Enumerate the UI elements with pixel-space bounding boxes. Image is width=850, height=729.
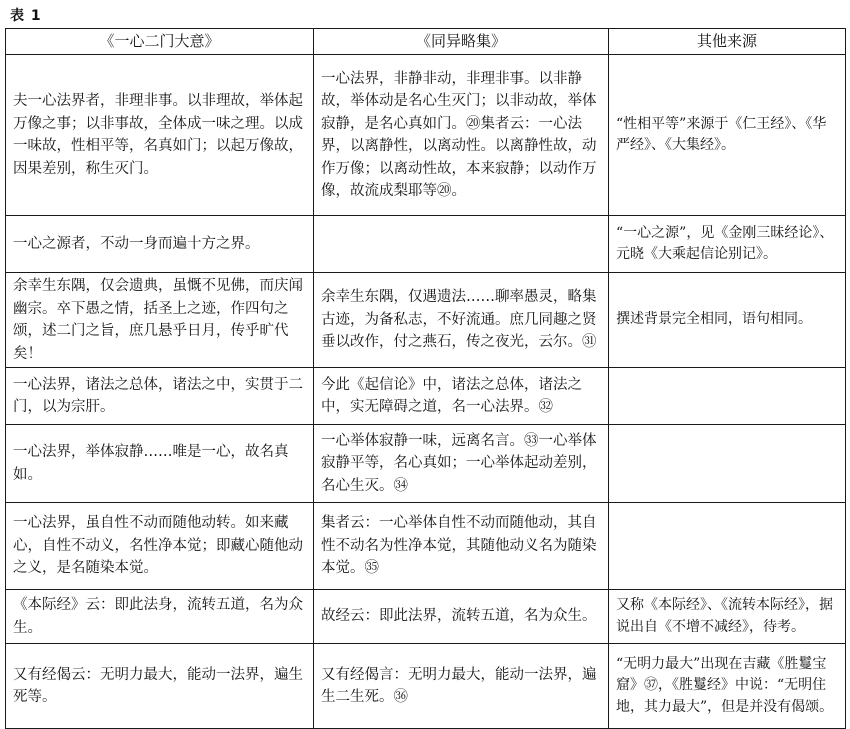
cell-tongyi-lueji: 又有经偈言：无明力最大，能动一法界，遍生二生死。㊱ [314, 644, 609, 729]
cell-tongyi-lueji [314, 216, 609, 273]
cell-yixin-ermen: 一心法界，举体寂静……唯是一心，故名真如。 [6, 425, 314, 503]
header-other-sources: 其他来源 [609, 29, 846, 55]
cell-other-sources: “无明力最大”出现在吉藏《胜鬘宝窟》㊲，《胜鬘经》中说：“无明住地，其力最大”，但是并没有偈颂。 [609, 644, 846, 729]
table-row [6, 368, 846, 425]
comparison-table [5, 28, 846, 729]
cell-tongyi-lueji: 集者云：一心举体自性不动而随他动，其自性不动名为性净本觉，其随他动义名为随染本觉。㉟ [314, 503, 609, 590]
cell-other-sources [609, 503, 846, 590]
header-tongyi-lueji: 《同异略集》 [314, 29, 609, 55]
table-row [6, 425, 846, 503]
table-caption: 表 1 [10, 8, 42, 24]
table-row [6, 644, 846, 729]
cell-other-sources: 又称《本际经》、《流转本际经》，据说出自《不增不减经》，待考。 [609, 590, 846, 644]
table-header-row [6, 29, 846, 55]
cell-other-sources: “一心之源”，见《金刚三昧经论》、元晓《大乘起信论别记》。 [609, 216, 846, 273]
table-row [6, 273, 846, 368]
cell-yixin-ermen: 又有经偈云：无明力最大，能动一法界，遍生死等。 [6, 644, 314, 729]
cell-tongyi-lueji: 故经云：即此法界，流转五道，名为众生。 [314, 590, 609, 644]
cell-yixin-ermen: 《本际经》云：即此法身，流转五道，名为众生。 [6, 590, 314, 644]
cell-tongyi-lueji: 一心法界，非静非动，非理非事。以非静故，举体动是名心生灭门；以非动故，举体寂静，是名心真如门。⑳集者云：一心法界，以离静性，以离动性。以离静性故，动作万像；以离动性故，本来寂静；以动作万像，故流成梨耶等⑳。 [314, 55, 609, 216]
table-row [6, 216, 846, 273]
cell-yixin-ermen: 夫一心法界者，非理非事。以非理故，举体起万像之事；以非事故，全体成一味之理。以成一味故，性相平等，名真如门；以起万像故，因果差别，称生灭门。 [6, 55, 314, 216]
cell-other-sources: 撰述背景完全相同，语句相同。 [609, 273, 846, 368]
cell-tongyi-lueji: 今此《起信论》中，诸法之总体，诸法之中，实无障碍之道，名一心法界。㉜ [314, 368, 609, 425]
cell-tongyi-lueji: 一心举体寂静一味，远离名言。㉝一心举体寂静平等，名心真如；一心举体起动差别，名心生灭。㉞ [314, 425, 609, 503]
cell-tongyi-lueji: 余幸生东隅，仅遇遗法……聊率愚灵，略集古迹，为备私志，不好流通。庶几同趣之贤垂以改作，付之燕石，传之夜光，云尔。㉛ [314, 273, 609, 368]
cell-yixin-ermen: 一心法界，诸法之总体，诸法之中，实贯于二门，以为宗肝。 [6, 368, 314, 425]
cell-yixin-ermen: 一心之源者，不动一身而遍十方之界。 [6, 216, 314, 273]
cell-yixin-ermen: 余幸生东隅，仅会遗典，虽慨不见佛，而庆闻幽宗。卒下愚之情，括圣上之迹，作四句之颂，述二门之旨，庶几悬乎日月，传乎旷代矣！ [6, 273, 314, 368]
cell-other-sources [609, 368, 846, 425]
cell-other-sources [609, 425, 846, 503]
header-yixin-ermen: 《一心二门大意》 [6, 29, 314, 55]
table-row [6, 503, 846, 590]
table-row [6, 590, 846, 644]
cell-yixin-ermen: 一心法界，虽自性不动而随他动转。如来藏心，自性不动义，名性净本觉；即藏心随他动之义，是名随染本觉。 [6, 503, 314, 590]
table-row [6, 55, 846, 216]
cell-other-sources: “性相平等”来源于《仁王经》、《华严经》、《大集经》。 [609, 55, 846, 216]
